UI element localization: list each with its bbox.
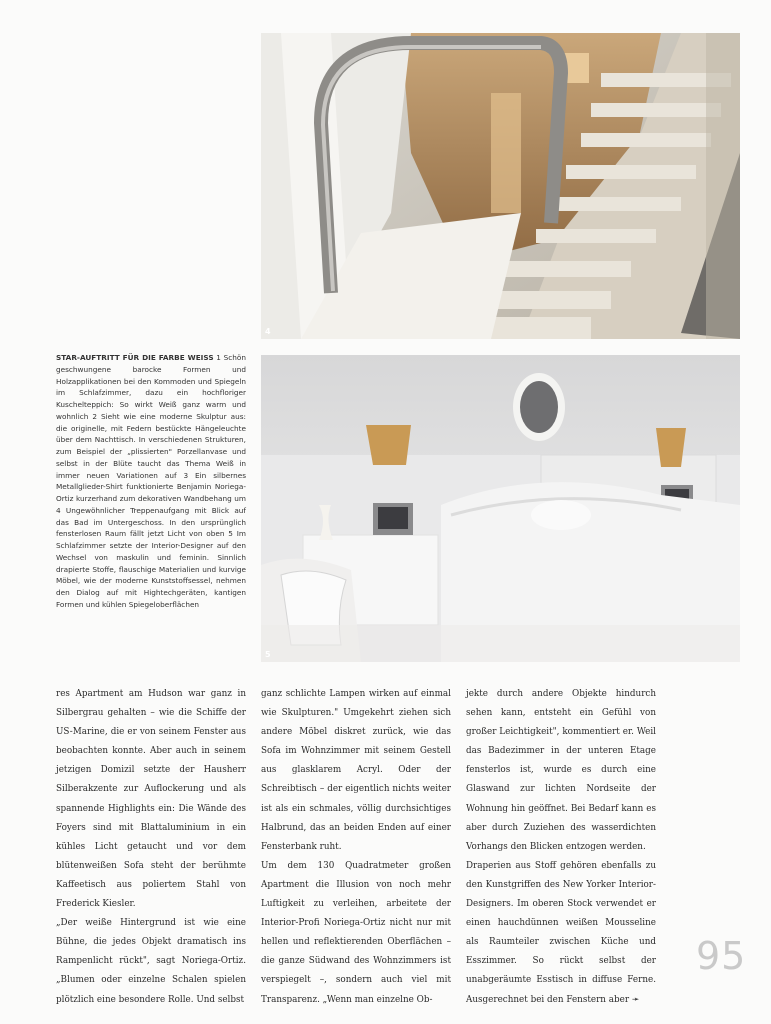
paragraph: Um dem 130 Quadratmeter großen Apartment die Illusion von noch mehr Luftigkeit zu verleihen, arbeitete der Interior-Profi Noriega-Ortiz nicht nur mit hellen und reflektierenden Oberflächen – die ganze Südwand des Wohnzimmers ist verspiegelt –, sondern auch viel mit Transparenz. „Wenn man einzelne Ob- bbox=[261, 860, 451, 1005]
bedroom-photo bbox=[261, 355, 740, 662]
body-column-1 bbox=[56, 685, 246, 1010]
photo-number: 5 bbox=[265, 650, 271, 659]
page-number: 95 bbox=[696, 934, 747, 978]
caption-headline: STAR-AUFTRITT FÜR DIE FARBE WEISS bbox=[56, 353, 214, 362]
paragraph: ganz schlichte Lampen wirken auf einmal wie Skulpturen." Umgekehrt ziehen sich andere Möbel diskret zurück, wie das Sofa im Wohnzimmer mit seinem Gestell aus glasklarem Acryl. Oder der Schreibtisch – der eigentlich nichts weiter ist als ein schmales, völlig durchsichtiges Halbrund, das an beiden Enden auf einer Fensterbank ruht. bbox=[261, 689, 451, 852]
body-column-3 bbox=[466, 685, 656, 1010]
paragraph: jekte durch andere Objekte hindurch sehen kann, entsteht ein Gefühl von großer Leichtigkeit", kommentiert er. Weil das Badezimmer in der unteren Etage fensterlos ist, wurde es durch eine Glaswand zur lichten Nordseite der Wohnung hin geöffnet. Bei Bedarf kann es aber durch Zuziehen des wasserdichten Vorhangs den Blicken entzogen werden. bbox=[466, 689, 656, 852]
caption-text: 1 Schön geschwungene barocke Formen und Holzapplikationen bei den Kommoden und Spiegeln im Schlafzimmer, dazu ein hochfloriger Kuschelteppich: So wirkt Weiß ganz warm und wohnlich 2 Sieht wie eine moderne Skulptur aus: die originelle, mit Federn bestückte Hängeleuchte über dem Nachttisch. In verschiedenen Strukturen, zum Beispiel der „plissierten" Porzellanvase und selbst in der Blüte taucht das Thema Weiß in immer neuen Variationen auf 3 Ein silbernes Metallglieder-Shirt funktionierte Benjamin Noriega-Ortiz kurzerhand zum dekorativen Wandbehang um 4 Ungewöhnlicher Treppenaufgang mit Blick auf das Bad im Untergeschoss. In den ursprünglich fensterlosen Raum fällt jetzt Licht von oben 5 Im Schlafzimmer setzte der Interior-Designer auf den Wechsel von maskulin und feminin. Sinnlich drapierte Stoffe, flauschige Materialien und kurvige Möbel, wie der moderne Kunststoffsessel, nehmen den Dialog auf mit Hightechgeräten, kantigen Formen und kühlen Spiegeloberflächen bbox=[56, 353, 246, 609]
staircase-photo bbox=[261, 33, 740, 339]
photo-number: 4 bbox=[265, 327, 271, 336]
paragraph: res Apartment am Hudson war ganz in Silbergrau gehalten – wie die Schiffe der US-Marine, die er von seinem Fenster aus beobachten konnte. Aber auch in seinem jetzigen Domizil setzte der Hausherr Silberakzente zur Auflockerung und als spannende Highlights ein: Die Wände des Foyers sind mit Blattaluminium in ein kühles Licht getaucht und vor dem blütenweißen Sofa steht der berühmte Kaffeetisch aus poliertem Stahl von Frederick Kiesler. bbox=[56, 689, 246, 910]
paragraph: Draperien aus Stoff gehören ebenfalls zu den Kunstgriffen des New Yorker Interior-Designers. Im oberen Stock verwendet er einen hauchdünnen weißen Mousseline als Raumteiler zwischen Küche und Esszimmer. So rückt selbst der unabgeräumte Esstisch in diffuse Ferne. Ausgerechnet bei den Fenstern aber ➛ bbox=[466, 860, 656, 1005]
paragraph: „Der weiße Hintergrund ist wie eine Bühne, die jedes Objekt dramatisch ins Rampenlicht rückt", sagt Noriega-Ortiz. „Blumen oder einzelne Schalen spielen plötzlich eine besondere Rolle. Und selbst bbox=[56, 918, 246, 1005]
body-column-2 bbox=[261, 685, 451, 1010]
photo-caption bbox=[56, 352, 246, 611]
